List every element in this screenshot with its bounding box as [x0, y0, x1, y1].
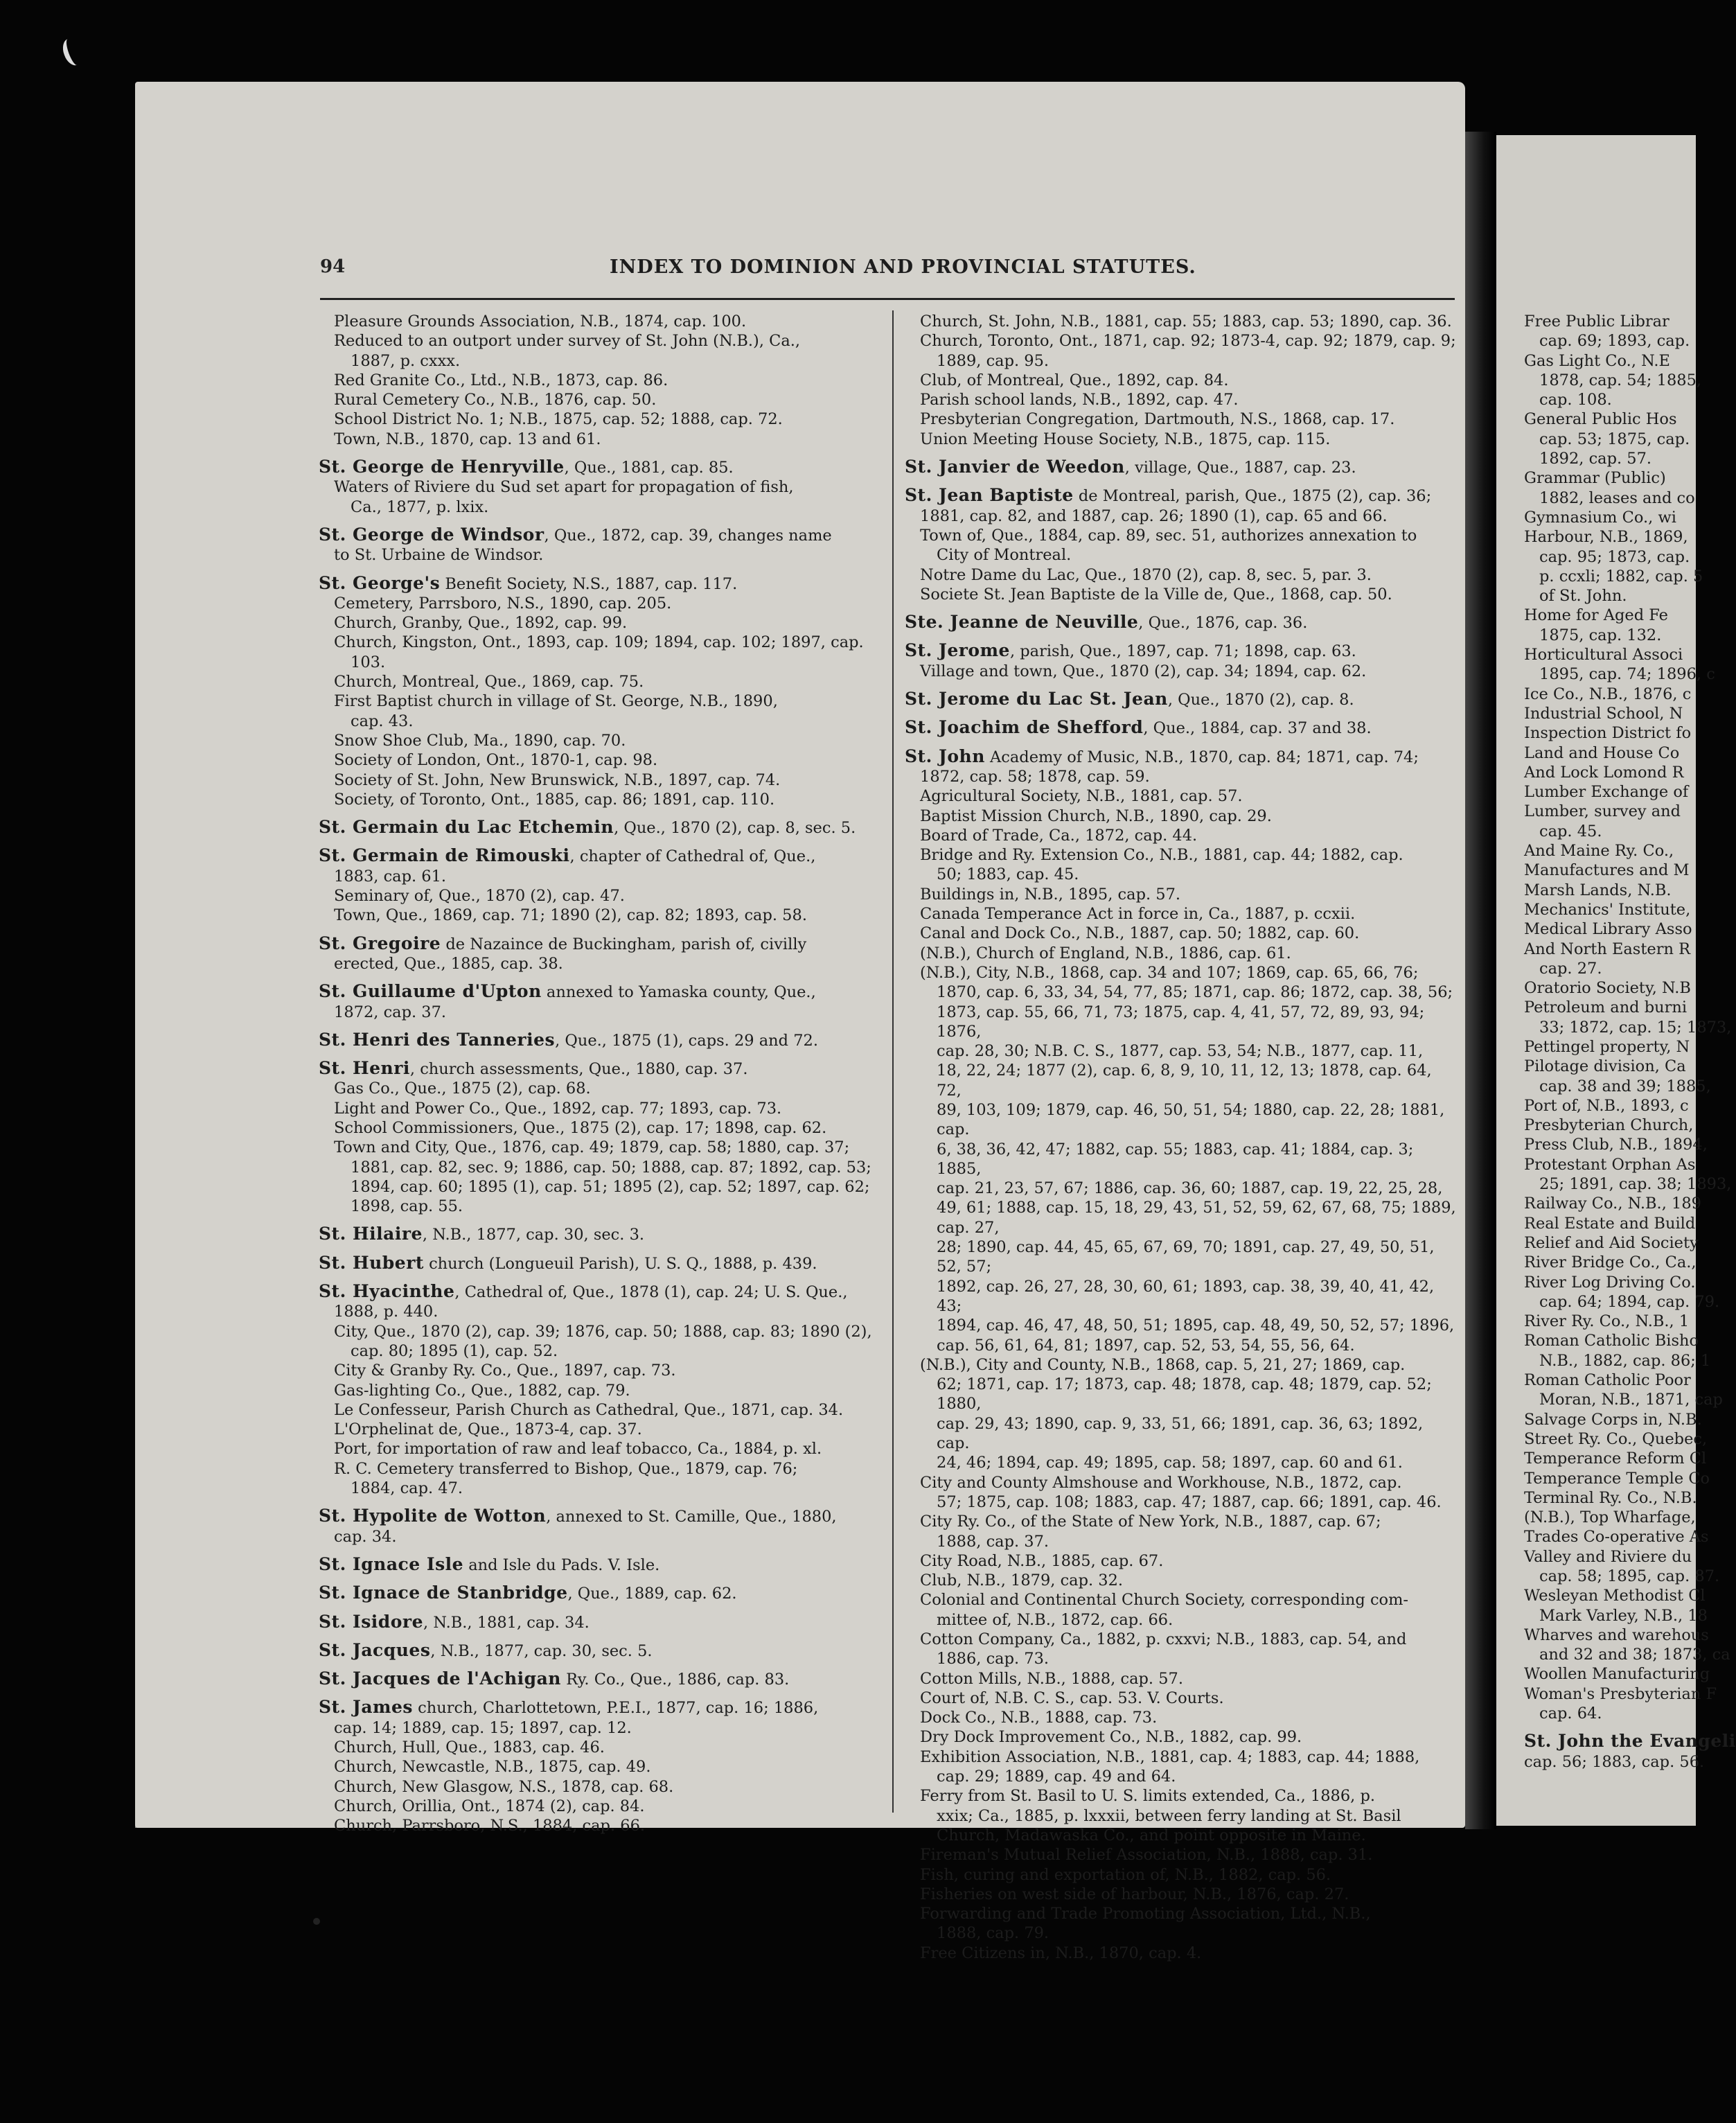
index-subentry: River Bridge Co., Ca., — [1524, 1253, 1697, 1272]
index-continuation-line: cap. 38 and 39; 1885, — [1539, 1077, 1711, 1095]
index-subentry: Free Citizens in, N.B., 1870, cap. 4. — [920, 1944, 1202, 1962]
index-subentry: Agricultural Society, N.B., 1881, cap. 57. — [920, 787, 1243, 806]
index-subentry: Rural Cemetery Co., N.B., 1876, cap. 50. — [334, 391, 657, 409]
index-subentry: Oratorio Society, N.B — [1524, 979, 1691, 998]
index-subentry: City & Granby Ry. Co., Que., 1897, cap. 73. — [334, 1362, 676, 1380]
index-heading-entry — [319, 1555, 884, 1575]
page-number: 94 — [320, 256, 346, 277]
index-continuation-line: 24, 46; 1894, cap. 49; 1895, cap. 58; 1897, cap. 60 and 61. — [937, 1454, 1403, 1472]
index-subentry: Mechanics' Institute, — [1524, 900, 1691, 919]
index-heading-entry — [319, 1282, 884, 1302]
index-continuation-line: Mark Varley, N.B., 18 — [1539, 1606, 1708, 1625]
index-subentry: Exhibition Association, N.B., 1881, cap. 4; 1883, cap. 44; 1888, — [920, 1747, 1420, 1766]
index-heading-entry — [905, 689, 1459, 710]
entry-text: , Que., 1881, cap. 85. — [564, 459, 734, 477]
index-column-left — [319, 312, 884, 1835]
index-subentry: Societe St. Jean Baptiste de la Ville de, Que., 1868, cap. 50. — [920, 585, 1392, 604]
index-continuation-line: cap. 29, 43; 1890, cap. 9, 33, 51, 66; 1891, cap. 36, 63; 1892, cap. — [937, 1414, 1424, 1453]
index-continuation-line: 1898, cap. 55. — [351, 1197, 463, 1216]
index-subentry: And Maine Ry. Co., — [1524, 842, 1674, 861]
index-subentry: Gas Light Co., N.E — [1524, 351, 1670, 370]
index-subentry: Village and town, Que., 1870 (2), cap. 34; 1894, cap. 62. — [920, 662, 1367, 680]
entry-text: , Que., 1884, cap. 37 and 38. — [1143, 719, 1372, 738]
index-subentry: Presbyterian Church, — [1524, 1116, 1694, 1135]
index-subentry: (N.B.), City and County, N.B., 1868, cap. 5, 21, 27; 1869, cap. — [920, 1355, 1406, 1374]
index-continuation-line: 1882, leases and co — [1539, 488, 1695, 507]
index-subentry: Harbour, N.B., 1869, — [1524, 528, 1688, 547]
index-subentry: Gas-lighting Co., Que., 1882, cap. 79. — [334, 1381, 630, 1400]
index-subentry: Church, Parrsboro, N.S., 1884, cap. 66. — [334, 1817, 646, 1835]
index-subentry: Grammar (Public) — [1524, 469, 1666, 488]
index-subentry: Inspection District fo — [1524, 724, 1692, 743]
index-subentry: Union Meeting House Society, N.B., 1875, cap. 115. — [920, 430, 1331, 448]
index-continuation-line: cap. 64. — [1539, 1704, 1602, 1723]
column-rule — [892, 310, 894, 1813]
index-subentry: cap. 56; 1883, cap. 56. — [1524, 1752, 1705, 1771]
index-subentry: City Ry. Co., of the State of New York, N.B., 1887, cap. 67; — [920, 1513, 1381, 1531]
index-subentry: And Lock Lomond R — [1524, 763, 1684, 782]
index-subentry: Railway Co., N.B., 189 — [1524, 1195, 1701, 1213]
entry-heading: St. John the Evangeli — [1524, 1731, 1736, 1752]
index-subentry: Land and House Co — [1524, 743, 1680, 762]
index-subentry: Town of, Que., 1884, cap. 89, sec. 51, authorizes annexation to — [920, 526, 1417, 545]
index-subentry: Gymnasium Co., wi — [1524, 508, 1676, 527]
index-subentry: Woollen Manufacturing — [1524, 1665, 1710, 1684]
index-continuation-line: 1894, cap. 60; 1895 (1), cap. 51; 1895 (2), cap. 52; 1897, cap. 62; — [351, 1177, 870, 1196]
index-subentry: (N.B.), Top Wharfage, — [1524, 1508, 1696, 1527]
index-heading-entry — [319, 1059, 884, 1079]
index-subentry: Bridge and Ry. Extension Co., N.B., 1881, cap. 44; 1882, cap. — [920, 846, 1403, 865]
index-subentry: Industrial School, N — [1524, 704, 1683, 723]
index-subentry: Cotton Company, Ca., 1882, p. cxxvi; N.B., 1883, cap. 54, and — [920, 1630, 1407, 1648]
index-heading-entry — [319, 1506, 884, 1526]
index-continuation-line: 25; 1891, cap. 38; 1893, — [1539, 1175, 1732, 1194]
index-column-middle — [905, 312, 1459, 1963]
running-header: INDEX TO DOMINION AND PROVINCIAL STATUTES. — [610, 256, 1196, 278]
index-subentry: Church, Montreal, Que., 1869, cap. 75. — [334, 673, 644, 691]
index-subentry: Relief and Aid Society — [1524, 1233, 1699, 1252]
index-subentry: Terminal Ry. Co., N.B. — [1524, 1488, 1697, 1507]
index-subentry: School District No. 1; N.B., 1875, cap. 52; 1888, cap. 72. — [334, 410, 783, 429]
index-subentry: L'Orphelinat de, Que., 1873-4, cap. 37. — [334, 1420, 642, 1439]
index-continuation-line: 1870, cap. 6, 33, 34, 54, 77, 85; 1871, cap. 86; 1872, cap. 38, 56; — [937, 983, 1453, 1002]
index-continuation-line: cap. 58; 1895, cap. 87. — [1539, 1567, 1720, 1585]
index-subentry: Wesleyan Methodist Cl — [1524, 1587, 1706, 1605]
index-subentry: Buildings in, N.B., 1895, cap. 57. — [920, 885, 1181, 904]
index-continuation-line: Church, Madawaska Co., and point opposite in Maine. — [937, 1826, 1366, 1844]
index-continuation-line: 28; 1890, cap. 44, 45, 65, 67, 69, 70; 1891, cap. 27, 49, 50, 51, 52, 57; — [937, 1238, 1435, 1276]
index-subentry: Cemetery, Parrsboro, N.S., 1890, cap. 205. — [334, 594, 672, 613]
index-subentry: And North Eastern R — [1524, 940, 1691, 958]
index-subentry: Church, Orillia, Ont., 1874 (2), cap. 84. — [334, 1797, 645, 1815]
index-continuation-line: 18, 22, 24; 1877 (2), cap. 6, 8, 9, 10, 11, 12, 13; 1878, cap. 64, 72, — [937, 1062, 1432, 1100]
index-subentry: Canada Temperance Act in force in, Ca., 1887, p. ccxii. — [920, 905, 1356, 924]
index-heading-entry — [905, 486, 1459, 506]
index-subentry: Gas Co., Que., 1875 (2), cap. 68. — [334, 1080, 591, 1098]
index-heading-entry — [1524, 1731, 1736, 1752]
index-subentry: Town and City, Que., 1876, cap. 49; 1879, cap. 58; 1880, cap. 37; — [334, 1138, 850, 1157]
entry-heading: St. John — [905, 746, 985, 766]
entry-heading: St. Joachim de Shefford — [905, 717, 1144, 738]
index-continuation-line: 33; 1872, cap. 15; 1873, — [1539, 1018, 1732, 1037]
index-subentry: Ferry from St. Basil to U. S. limits extended, Ca., 1886, p. — [920, 1787, 1375, 1806]
entry-text: , Que., 1876, cap. 36. — [1138, 614, 1308, 633]
entry-heading: St. George de Henryville — [319, 457, 565, 477]
index-continuation-line: cap. 56, 61, 64, 81; 1897, cap. 52, 53, 54, 55, 56, 64. — [937, 1336, 1355, 1355]
index-subentry: Woman's Presbyterian F — [1524, 1684, 1717, 1703]
index-continuation-line: cap. 64; 1894, cap. 79. — [1539, 1292, 1720, 1311]
index-subentry: cap. 14; 1889, cap. 15; 1897, cap. 12. — [334, 1718, 632, 1737]
index-subentry: 1881, cap. 82, and 1887, cap. 26; 1890 (1), cap. 65 and 66. — [920, 506, 1388, 525]
index-subentry: Horticultural Associ — [1524, 646, 1683, 664]
index-subentry: Pettingel property, N — [1524, 1037, 1690, 1056]
index-subentry: Temperance Reform Cl — [1524, 1450, 1707, 1468]
index-heading-entry — [319, 1641, 884, 1661]
index-subentry: Ice Co., N.B., 1876, c — [1524, 685, 1692, 703]
header-rule — [320, 298, 1455, 300]
index-continuation-line: 1875, cap. 132. — [1539, 626, 1662, 644]
film-speck — [60, 36, 85, 68]
entry-heading: St. Isidore — [319, 1611, 424, 1632]
index-subentry: Cotton Mills, N.B., 1888, cap. 57. — [920, 1669, 1183, 1688]
index-continuation-line: Ca., 1877, p. lxix. — [351, 497, 489, 516]
index-subentry: Church, Hull, Que., 1883, cap. 46. — [334, 1738, 605, 1756]
index-subentry: Street Ry. Co., Quebec, — [1524, 1429, 1708, 1448]
entry-text: church, Charlottetown, P.E.I., 1877, cap. 16; 1886, — [412, 1699, 819, 1718]
index-subentry: Trades Co-operative As — [1524, 1528, 1709, 1547]
entry-heading: St. Jerome du Lac St. Jean — [905, 689, 1168, 710]
index-subentry: Church, New Glasgow, N.S., 1878, cap. 68. — [334, 1777, 674, 1796]
entry-text: church (Longueuil Parish), U. S. Q., 1888, p. 439. — [423, 1254, 817, 1273]
index-subentry: First Baptist church in village of St. George, N.B., 1890, — [334, 692, 778, 711]
index-heading-entry — [319, 934, 884, 954]
index-subentry: 1883, cap. 61. — [334, 867, 447, 886]
entry-heading: St. Germain du Lac Etchemin — [319, 817, 614, 838]
index-subentry: Church, Newcastle, N.B., 1875, cap. 49. — [334, 1758, 651, 1777]
index-continuation-line: cap. 95; 1873, cap. — [1539, 547, 1690, 566]
index-continuation-line: 1889, cap. 95. — [937, 351, 1049, 370]
index-subentry: Petroleum and burni — [1524, 998, 1688, 1017]
book-gutter — [1465, 132, 1496, 1829]
index-subentry: General Public Hos — [1524, 410, 1677, 429]
index-subentry: Home for Aged Fe — [1524, 606, 1668, 625]
entry-heading: St. Henri des Tanneries — [319, 1029, 556, 1050]
index-subentry: Presbyterian Congregation, Dartmouth, N.S., 1868, cap. 17. — [920, 410, 1395, 429]
index-heading-entry — [319, 1224, 884, 1244]
entry-text: , chapter of Cathedral of, Que., — [569, 847, 816, 866]
entry-heading: St. Ignace de Stanbridge — [319, 1583, 568, 1603]
index-subentry: Roman Catholic Poor — [1524, 1371, 1691, 1390]
index-heading-entry — [905, 747, 1459, 767]
entry-heading: St. Henri — [319, 1058, 410, 1079]
index-subentry: Notre Dame du Lac, Que., 1870 (2), cap. 8, sec. 5, par. 3. — [920, 565, 1372, 584]
index-subentry: Parish school lands, N.B., 1892, cap. 47. — [920, 391, 1239, 409]
entry-text: and Isle du Pads. V. Isle. — [463, 1556, 660, 1574]
index-subentry: Protestant Orphan As — [1524, 1155, 1696, 1174]
index-subentry: R. C. Cemetery transferred to Bishop, Que., 1879, cap. 76; — [334, 1459, 798, 1478]
index-heading-entry — [319, 1583, 884, 1603]
index-subentry: Fish, curing and exportation of, N.B., 1882, cap. 56. — [920, 1865, 1331, 1884]
index-subentry: Pleasure Grounds Association, N.B., 1874, cap. 100. — [334, 312, 747, 331]
index-continuation-line: cap. 21, 23, 57, 67; 1886, cap. 36, 60; 1887, cap. 19, 22, 25, 28, — [937, 1179, 1443, 1198]
entry-text: , village, Que., 1887, cap. 23. — [1124, 459, 1356, 477]
index-continuation-line: cap. 80; 1895 (1), cap. 52. — [351, 1341, 558, 1360]
index-subentry: Dry Dock Improvement Co., N.B., 1882, cap. 99. — [920, 1728, 1302, 1747]
entry-heading: St. Hilaire — [319, 1224, 423, 1244]
index-subentry: Medical Library Asso — [1524, 920, 1692, 939]
index-subentry: Fisheries on west side of harbour, N.B., 1876, cap. 27. — [920, 1885, 1349, 1903]
entry-heading: St. Gregoire — [319, 933, 441, 953]
index-subentry: Reduced to an outport under survey of St. John (N.B.), Ca., — [334, 332, 801, 351]
entry-text: , Cathedral of, Que., 1878 (1), cap. 24; U. S. Que., — [454, 1283, 848, 1302]
index-heading-entry — [319, 1030, 884, 1050]
index-subentry: (N.B.), Church of England, N.B., 1886, cap. 61. — [920, 944, 1291, 962]
entry-text: , Que., 1870 (2), cap. 8, sec. 5. — [614, 819, 856, 838]
index-continuation-line: cap. 69; 1893, cap. — [1539, 332, 1690, 351]
index-subentry: Church, Granby, Que., 1892, cap. 99. — [334, 614, 628, 633]
index-subentry: 1888, p. 440. — [334, 1303, 439, 1321]
index-continuation-line: 57; 1875, cap. 108; 1883, cap. 47; 1887, cap. 66; 1891, cap. 46. — [937, 1492, 1442, 1511]
index-continuation-line: 6, 38, 36, 42, 47; 1882, cap. 55; 1883, cap. 41; 1884, cap. 3; 1885, — [937, 1140, 1414, 1178]
ink-dot — [313, 1918, 320, 1925]
entry-text: , Que., 1872, cap. 39, changes name — [544, 526, 832, 545]
index-subentry: Society, of Toronto, Ont., 1885, cap. 86; 1891, cap. 110. — [334, 790, 775, 809]
index-continuation-line: cap. 43. — [351, 712, 414, 730]
entry-text: , N.B., 1877, cap. 30, sec. 3. — [422, 1226, 645, 1244]
index-subentry: Waters of Riviere du Sud set apart for propagation of fish, — [334, 478, 794, 497]
index-subentry: Town, N.B., 1870, cap. 13 and 61. — [334, 430, 601, 448]
index-heading-entry — [319, 818, 884, 838]
index-subentry: erected, Que., 1885, cap. 38. — [334, 954, 563, 973]
index-subentry: Valley and Riviere du — [1524, 1547, 1692, 1566]
index-heading-entry — [319, 457, 884, 477]
index-continuation-line: and 32 and 38; 1873, ca — [1539, 1646, 1730, 1664]
index-subentry: Manufactures and M — [1524, 861, 1690, 880]
index-continuation-line: 1886, cap. 73. — [937, 1650, 1049, 1668]
index-subentry: Society of St. John, New Brunswick, N.B., 1897, cap. 74. — [334, 770, 781, 789]
index-subentry: Fireman's Mutual Relief Association, N.B., 1888, cap. 31. — [920, 1846, 1373, 1865]
index-subentry: Church, Kingston, Ont., 1893, cap. 109; 1894, cap. 102; 1897, cap. — [334, 633, 864, 652]
entry-heading: St. Hyacinthe — [319, 1281, 455, 1302]
entry-heading: St. Jean Baptiste — [905, 485, 1074, 506]
index-subentry: Club, N.B., 1879, cap. 32. — [920, 1571, 1124, 1590]
index-heading-entry — [319, 525, 884, 545]
index-continuation-line: 1878, cap. 54; 1885, — [1539, 371, 1702, 389]
entry-heading: St. Hubert — [319, 1252, 424, 1273]
index-subentry: cap. 34. — [334, 1527, 397, 1546]
entry-heading: St. George's — [319, 572, 441, 593]
index-heading-entry — [319, 1612, 884, 1632]
entry-heading: St. Hypolite de Wotton — [319, 1506, 547, 1526]
index-subentry: Le Confesseur, Parish Church as Cathedral, Que., 1871, cap. 34. — [334, 1400, 844, 1419]
index-subentry: Church, Toronto, Ont., 1871, cap. 92; 1873-4, cap. 92; 1879, cap. 9; — [920, 332, 1456, 351]
index-subentry: Colonial and Continental Church Society, corresponding com- — [920, 1591, 1409, 1610]
index-continuation-line: 50; 1883, cap. 45. — [937, 865, 1079, 884]
index-subentry: Baptist Mission Church, N.B., 1890, cap. 29. — [920, 807, 1272, 825]
index-continuation-line: p. ccxli; 1882, cap. 5 — [1539, 567, 1703, 585]
index-subentry: Town, Que., 1869, cap. 71; 1890 (2), cap. 82; 1893, cap. 58. — [334, 906, 807, 925]
index-subentry: Society of London, Ont., 1870-1, cap. 98. — [334, 751, 658, 770]
entry-heading: St. Jacques de l'Achigan — [319, 1668, 561, 1689]
index-heading-entry — [319, 1698, 884, 1718]
index-subentry: Salvage Corps in, N.B. — [1524, 1410, 1702, 1429]
index-continuation-line: 103. — [351, 653, 386, 671]
index-continuation-line: 49, 61; 1888, cap. 15, 18, 29, 43, 51, 52, 59, 62, 67, 68, 75; 1889, cap. 27, — [937, 1199, 1456, 1237]
index-continuation-line: of St. John. — [1539, 587, 1627, 606]
index-heading-entry — [905, 641, 1459, 661]
index-subentry: (N.B.), City, N.B., 1868, cap. 34 and 107; 1869, cap. 65, 66, 76; — [920, 963, 1419, 982]
index-subentry: Dock Co., N.B., 1888, cap. 73. — [920, 1709, 1158, 1727]
index-subentry: Marsh Lands, N.B. — [1524, 881, 1672, 899]
index-continuation-line: 62; 1871, cap. 17; 1873, cap. 48; 1878, cap. 48; 1879, cap. 52; 1880, — [937, 1375, 1432, 1413]
index-heading-entry — [905, 613, 1459, 633]
index-subentry: Pilotage division, Ca — [1524, 1057, 1686, 1076]
index-continuation-line: N.B., 1882, cap. 86; 1 — [1539, 1351, 1711, 1370]
index-continuation-line: 1895, cap. 74; 1896, c — [1539, 665, 1715, 684]
index-subentry: Red Granite Co., Ltd., N.B., 1873, cap. 86. — [334, 371, 668, 389]
entry-heading: St. Guillaume d'Upton — [319, 981, 542, 1002]
index-continuation-line: 1892, cap. 26, 27, 28, 30, 60, 61; 1893, cap. 38, 39, 40, 41, 42, 43; — [937, 1277, 1435, 1315]
entry-text: , annexed to St. Camille, Que., 1880, — [546, 1508, 837, 1526]
index-continuation-line: xxix; Ca., 1885, p. lxxxii, between ferry landing at St. Basil — [937, 1806, 1401, 1825]
entry-text: de Montreal, parish, Que., 1875 (2), cap. 36; — [1073, 487, 1432, 506]
entry-text: , church assessments, Que., 1880, cap. 37. — [409, 1060, 748, 1079]
index-subentry: Free Public Librar — [1524, 312, 1669, 331]
index-subentry: Lumber Exchange of — [1524, 783, 1689, 802]
index-subentry: Temperance Temple Co — [1524, 1469, 1710, 1488]
entry-text: annexed to Yamaska county, Que., — [541, 983, 816, 1002]
index-subentry: Court of, N.B. C. S., cap. 53. V. Courts. — [920, 1689, 1224, 1707]
index-subentry: Port, for importation of raw and leaf tobacco, Ca., 1884, p. xl. — [334, 1440, 822, 1459]
index-continuation-line: City of Montreal. — [937, 546, 1072, 565]
index-heading-entry — [319, 982, 884, 1002]
index-subentry: River Log Driving Co. — [1524, 1273, 1696, 1292]
entry-heading: Ste. Jeanne de Neuville — [905, 612, 1139, 633]
index-continuation-line: cap. 108. — [1539, 391, 1612, 409]
entry-heading: St. Jacques — [319, 1639, 431, 1660]
index-subentry: Press Club, N.B., 1894, — [1524, 1136, 1708, 1154]
index-subentry: Forwarding and Trade Promoting Association, Ltd., N.B., — [920, 1905, 1371, 1923]
index-heading-entry — [319, 846, 884, 866]
index-heading-entry — [319, 1253, 884, 1274]
index-subentry: Real Estate and Build — [1524, 1214, 1696, 1233]
index-subentry: Wharves and warehous — [1524, 1626, 1709, 1644]
index-subentry: Seminary of, Que., 1870 (2), cap. 47. — [334, 887, 625, 906]
index-subentry: Church, St. John, N.B., 1881, cap. 55; 1883, cap. 53; 1890, cap. 36. — [920, 312, 1452, 331]
index-continuation-line: cap. 45. — [1539, 822, 1602, 840]
index-heading-entry — [905, 718, 1459, 738]
entry-text: , Que., 1889, cap. 62. — [567, 1585, 737, 1603]
index-continuation-line: 1892, cap. 57. — [1539, 450, 1652, 468]
index-subentry: Snow Shoe Club, Ma., 1890, cap. 70. — [334, 731, 626, 750]
entry-heading: St. Janvier de Weedon — [905, 457, 1125, 477]
index-continuation-line: cap. 29; 1889, cap. 49 and 64. — [937, 1768, 1176, 1786]
index-continuation-line: 1873, cap. 55, 66, 71, 73; 1875, cap. 4, 41, 57, 72, 89, 93, 94; 1876, — [937, 1003, 1425, 1041]
entry-text: , parish, Que., 1897, cap. 71; 1898, cap. 63. — [1009, 642, 1356, 661]
index-subentry: City Road, N.B., 1885, cap. 67. — [920, 1551, 1164, 1570]
entry-heading: St. Jerome — [905, 640, 1010, 661]
entry-text: de Nazaince de Buckingham, parish of, civilly — [441, 935, 807, 953]
index-continuation-line: 1888, cap. 37. — [937, 1532, 1049, 1551]
index-continuation-line: 1888, cap. 79. — [937, 1924, 1049, 1943]
entry-text: , N.B., 1877, cap. 30, sec. 5. — [430, 1641, 653, 1660]
index-heading-entry — [905, 457, 1459, 477]
index-continuation-line: 89, 103, 109; 1879, cap. 46, 50, 51, 54; 1880, cap. 22, 28; 1881, cap. — [937, 1100, 1445, 1139]
index-heading-entry — [319, 1669, 884, 1689]
entry-heading: St. Ignace Isle — [319, 1553, 464, 1574]
index-subentry: River Ry. Co., N.B., 1 — [1524, 1312, 1690, 1331]
entry-text: Ry. Co., Que., 1886, cap. 83. — [561, 1671, 790, 1689]
index-subentry: City, Que., 1870 (2), cap. 39; 1876, cap. 50; 1888, cap. 83; 1890 (2), — [334, 1322, 872, 1341]
index-continuation-line: cap. 27. — [1539, 959, 1602, 978]
index-continuation-line: 1884, cap. 47. — [351, 1479, 463, 1498]
index-continuation-line: mittee of, N.B., 1872, cap. 66. — [937, 1610, 1173, 1629]
index-continuation-line: cap. 28, 30; N.B. C. S., 1877, cap. 53, 54; N.B., 1877, cap. 11, — [937, 1042, 1424, 1061]
entry-heading: St. Germain de Rimouski — [319, 845, 570, 866]
index-subentry: Light and Power Co., Que., 1892, cap. 77; 1893, cap. 73. — [334, 1099, 782, 1118]
index-continuation-line: cap. 53; 1875, cap. — [1539, 430, 1690, 448]
index-subentry: 1872, cap. 58; 1878, cap. 59. — [920, 767, 1150, 786]
index-subentry: to St. Urbaine de Windsor. — [334, 546, 544, 565]
index-subentry: Lumber, survey and — [1524, 802, 1681, 821]
entry-heading: St. George de Windsor — [319, 524, 544, 545]
index-subentry: Board of Trade, Ca., 1872, cap. 44. — [920, 826, 1198, 845]
index-subentry: School Commissioners, Que., 1875 (2), cap. 17; 1898, cap. 62. — [334, 1118, 827, 1137]
index-continuation-line: 1894, cap. 46, 47, 48, 50, 51; 1895, cap. 48, 49, 50, 52, 57; 1896, — [937, 1316, 1455, 1335]
index-subentry: Club, of Montreal, Que., 1892, cap. 84. — [920, 371, 1229, 389]
index-subentry: City and County Almshouse and Workhouse, N.B., 1872, cap. — [920, 1473, 1402, 1492]
index-column-right — [1524, 312, 1736, 1772]
index-subentry: Roman Catholic Bisho — [1524, 1332, 1699, 1350]
index-continuation-line: 1887, p. cxxx. — [351, 351, 461, 370]
index-continuation-line: Moran, N.B., 1871, cap — [1539, 1391, 1723, 1409]
index-subentry: Canal and Dock Co., N.B., 1887, cap. 50; 1882, cap. 60. — [920, 924, 1360, 943]
entry-text: Academy of Music, N.B., 1870, cap. 84; 1871, cap. 74; — [984, 748, 1419, 766]
index-heading-entry — [319, 574, 884, 594]
index-subentry: 1872, cap. 37. — [334, 1003, 447, 1021]
index-subentry: Port of, N.B., 1893, c — [1524, 1096, 1689, 1115]
entry-heading: St. James — [319, 1697, 413, 1718]
entry-text: Benefit Society, N.S., 1887, cap. 117. — [440, 574, 738, 593]
index-continuation-line: 1881, cap. 82, sec. 9; 1886, cap. 50; 1888, cap. 87; 1892, cap. 53; — [351, 1158, 871, 1177]
entry-text: , Que., 1870 (2), cap. 8. — [1167, 691, 1354, 710]
entry-text: , Que., 1875 (1), caps. 29 and 72. — [555, 1031, 818, 1050]
entry-text: , N.B., 1881, cap. 34. — [423, 1613, 590, 1632]
